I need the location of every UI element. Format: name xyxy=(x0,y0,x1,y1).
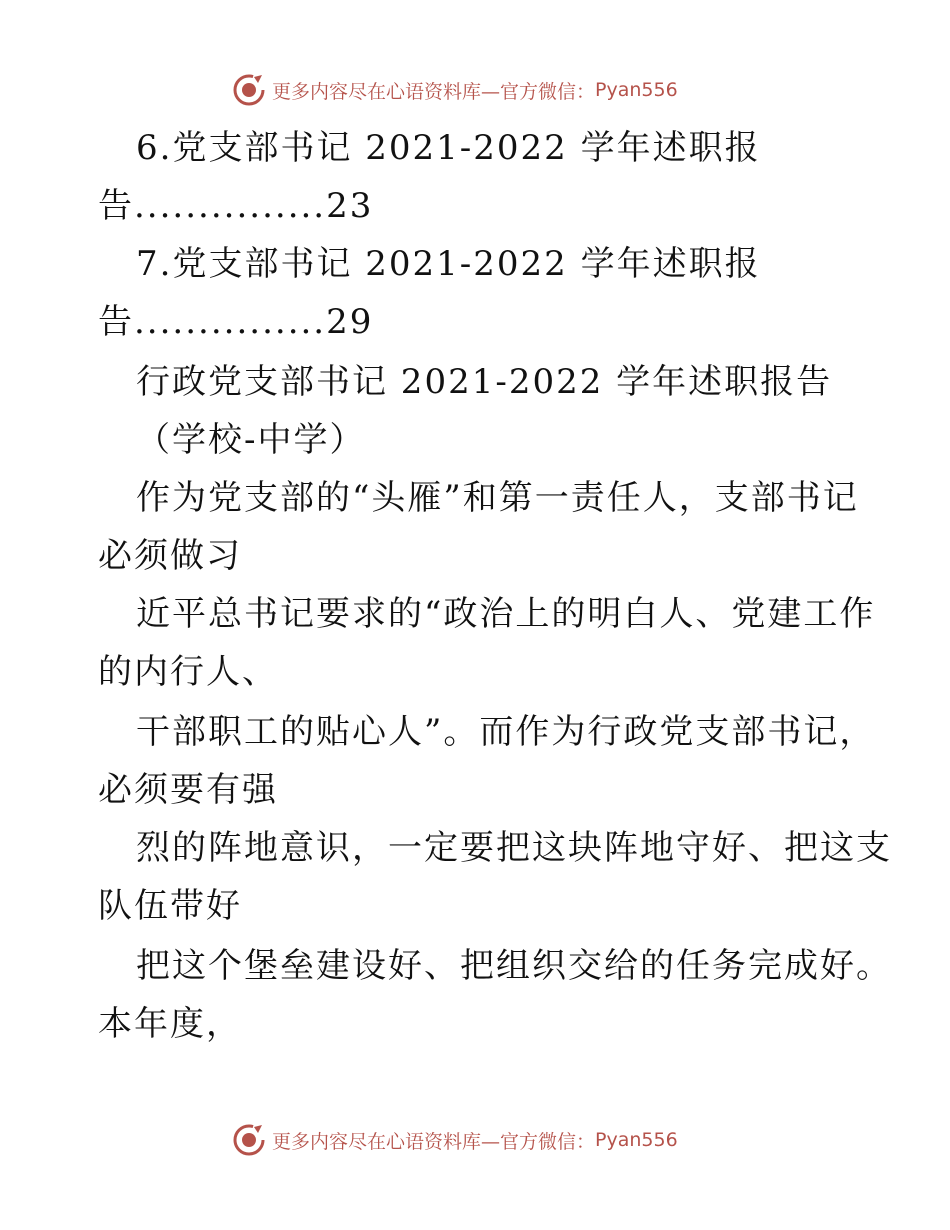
brush-logo-icon xyxy=(232,1123,266,1157)
paragraph-line: 烈的阵地意识，一定要把这块阵地守好、把这支 xyxy=(136,828,892,868)
paragraph-line: 本年度， xyxy=(98,1004,242,1044)
paragraph-line: 干部职工的贴心人”。而作为行政党支部书记， xyxy=(136,712,876,752)
wechat-id: Pyan556 xyxy=(595,1129,678,1151)
paragraph-line: 作为党支部的“头雁”和第一责任人，支部书记 xyxy=(136,478,859,518)
footer-watermark xyxy=(232,1120,752,1160)
toc-entry-6-line1: 6.党支部书记 2021-2022 学年述职报 xyxy=(136,128,761,168)
section-title: 行政党支部书记 2021-2022 学年述职报告 xyxy=(136,362,833,402)
watermark-text: 更多内容尽在心语资料库—官方微信： xyxy=(272,80,596,103)
paragraph-line: 必须要有强 xyxy=(98,770,278,810)
section-subtitle: （学校-中学） xyxy=(136,420,366,460)
toc-entry-7-line1: 7.党支部书记 2021-2022 学年述职报 xyxy=(136,244,761,284)
toc-entry-7-line2: 告...............29 xyxy=(98,302,374,342)
toc-entry-6-line2: 告...............23 xyxy=(98,186,374,226)
paragraph-line: 近平总书记要求的“政治上的明白人、党建工作 xyxy=(136,594,876,634)
paragraph-line: 把这个堡垒建设好、把组织交给的任务完成好。 xyxy=(136,946,892,986)
paragraph-line: 必须做习 xyxy=(98,536,242,576)
paragraph-line: 队伍带好 xyxy=(98,886,242,926)
paragraph-line: 的内行人、 xyxy=(98,652,278,692)
wechat-id: Pyan556 xyxy=(595,79,678,101)
watermark-text: 更多内容尽在心语资料库—官方微信： xyxy=(272,1130,596,1153)
